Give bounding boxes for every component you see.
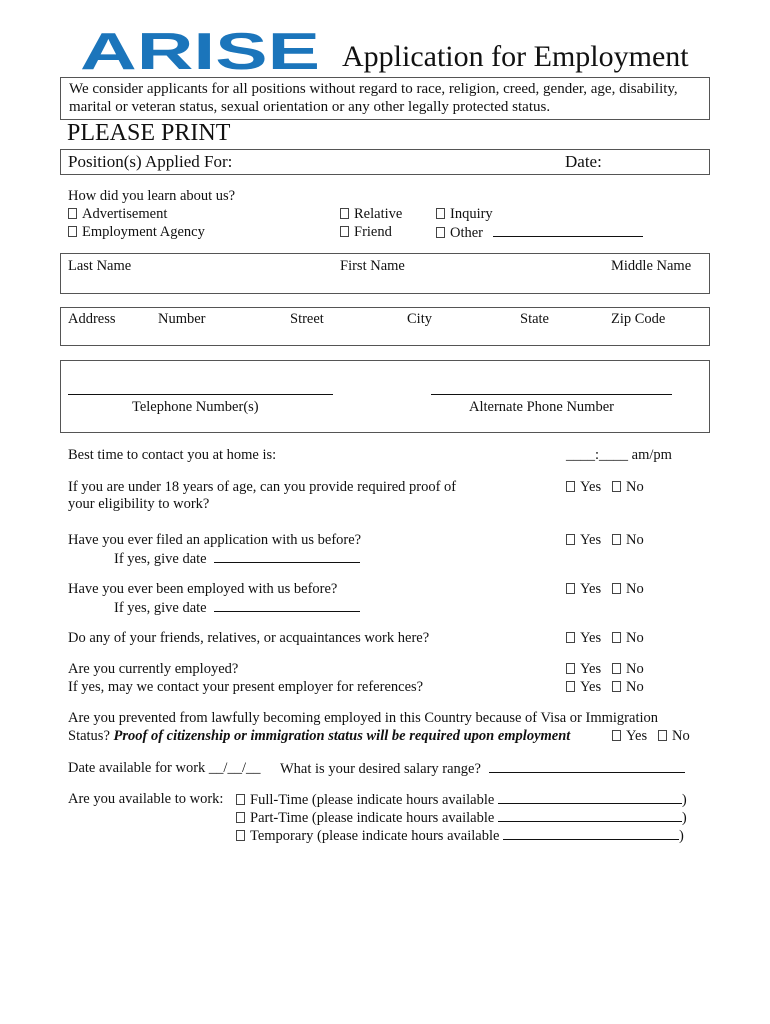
number-label: Number <box>158 311 206 327</box>
friends-question: Do any of your friends, relatives, or acquaintances work here? <box>68 630 430 646</box>
telephone-label: Telephone Number(s) <box>132 399 259 415</box>
option-relative[interactable]: Relative <box>340 206 402 223</box>
checkbox-icon[interactable] <box>436 227 445 238</box>
filed-date-row: If yes, give date <box>114 550 360 568</box>
part-time-option[interactable]: Part-Time (please indicate hours available ) <box>236 809 687 827</box>
position-label: Position(s) Applied For: <box>68 152 233 171</box>
filed-before-question: Have you ever filed an application with us before? <box>68 532 362 548</box>
checkbox-icon[interactable] <box>340 208 349 219</box>
contact-time-question: Best time to contact you at home is: <box>68 447 277 463</box>
option-employment-agency[interactable]: Employment Agency <box>68 224 205 241</box>
arise-logo <box>80 28 320 72</box>
filed-date-line[interactable] <box>214 550 360 563</box>
page-title: Application for Employment <box>342 40 689 73</box>
employed-yes[interactable]: Yes <box>566 581 601 598</box>
checkbox-icon[interactable] <box>236 794 245 805</box>
salary-line[interactable] <box>489 760 685 773</box>
under18-question: If you are under 18 years of age, can you provide required proof of <box>68 479 457 495</box>
eeo-statement: We consider applicants for all positions without regard to race, religion, creed, gender, age, disability, marital or veteran status, sexual orientation or any other legally protected status. <box>60 77 710 120</box>
checkbox-icon[interactable] <box>612 681 621 692</box>
under18-yes[interactable]: Yes <box>566 479 601 496</box>
checkbox-icon[interactable] <box>612 730 621 741</box>
checkbox-icon[interactable] <box>612 583 621 594</box>
option-inquiry[interactable]: Inquiry <box>436 206 493 223</box>
city-label: City <box>407 311 432 327</box>
employed-date-line[interactable] <box>214 599 360 612</box>
contact-employer-yes[interactable]: Yes <box>566 679 601 696</box>
employed-no[interactable]: No <box>612 581 644 598</box>
checkbox-icon[interactable] <box>612 632 621 643</box>
currently-employed-no[interactable]: No <box>612 661 644 678</box>
checkbox-icon[interactable] <box>566 481 575 492</box>
friends-no[interactable]: No <box>612 630 644 647</box>
contact-time-field[interactable]: ____:____ am/pm <box>566 447 672 463</box>
full-time-hours-line[interactable] <box>498 791 682 804</box>
checkbox-icon[interactable] <box>236 830 245 841</box>
under18-no[interactable]: No <box>612 479 644 496</box>
checkbox-icon[interactable] <box>658 730 667 741</box>
visa-no[interactable]: No <box>658 728 690 745</box>
visa-question-cont: Status? Proof of citizenship or immigration status will be required upon employment <box>68 728 571 744</box>
zip-label: Zip Code <box>611 311 666 327</box>
salary-row: What is your desired salary range? <box>280 760 685 778</box>
available-to-work-label: Are you available to work: <box>68 791 224 807</box>
filed-no[interactable]: No <box>612 532 644 549</box>
other-line[interactable] <box>493 224 643 237</box>
currently-employed-question: Are you currently employed? <box>68 661 239 677</box>
contact-employer-no[interactable]: No <box>612 679 644 696</box>
checkbox-icon[interactable] <box>566 681 575 692</box>
middle-name-label: Middle Name <box>611 258 692 274</box>
date-available-row: Date available for work __/__/__ <box>68 760 261 776</box>
name-box[interactable] <box>60 253 710 294</box>
alternate-phone-line[interactable] <box>431 394 672 395</box>
date-available-field[interactable]: __/__/__ <box>208 760 261 776</box>
source-question: How did you learn about us? <box>68 188 236 204</box>
temporary-hours-line[interactable] <box>503 827 679 840</box>
filed-yes[interactable]: Yes <box>566 532 601 549</box>
checkbox-icon[interactable] <box>68 226 77 237</box>
friends-yes[interactable]: Yes <box>566 630 601 647</box>
checkbox-icon[interactable] <box>612 481 621 492</box>
visa-question: Are you prevented from lawfully becoming employed in this Country because of Visa or Immigration <box>68 710 658 726</box>
temporary-option[interactable]: Temporary (please indicate hours available ) <box>236 827 684 845</box>
street-label: Street <box>290 311 324 327</box>
visa-proof-note: Proof of citizenship or immigration status will be required upon employment <box>113 728 571 744</box>
checkbox-icon[interactable] <box>566 583 575 594</box>
please-print-heading: PLEASE PRINT <box>67 120 231 146</box>
checkbox-icon[interactable] <box>612 534 621 545</box>
employed-date-row: If yes, give date <box>114 599 360 617</box>
currently-employed-yes[interactable]: Yes <box>566 661 601 678</box>
checkbox-icon[interactable] <box>612 663 621 674</box>
address-box[interactable] <box>60 307 710 346</box>
phone-box <box>60 360 710 433</box>
visa-yes[interactable]: Yes <box>612 728 647 745</box>
full-time-option[interactable]: Full-Time (please indicate hours available ) <box>236 791 687 809</box>
option-other[interactable]: Other <box>436 224 643 242</box>
option-friend[interactable]: Friend <box>340 224 392 241</box>
position-box[interactable] <box>60 149 710 175</box>
date-label: Date: <box>565 152 602 171</box>
option-advertisement[interactable]: Advertisement <box>68 206 167 223</box>
checkbox-icon[interactable] <box>340 226 349 237</box>
checkbox-icon[interactable] <box>566 632 575 643</box>
checkbox-icon[interactable] <box>566 663 575 674</box>
last-name-label: Last Name <box>68 258 132 274</box>
logo-text: ARISE <box>80 28 320 72</box>
checkbox-icon[interactable] <box>236 812 245 823</box>
checkbox-icon[interactable] <box>68 208 77 219</box>
under18-question-cont: your eligibility to work? <box>68 496 210 512</box>
part-time-hours-line[interactable] <box>498 809 682 822</box>
state-label: State <box>520 311 549 327</box>
address-label: Address <box>68 311 116 327</box>
checkbox-icon[interactable] <box>436 208 445 219</box>
telephone-line[interactable] <box>68 394 333 395</box>
contact-employer-question: If yes, may we contact your present employer for references? <box>68 679 424 695</box>
first-name-label: First Name <box>340 258 405 274</box>
alternate-phone-label: Alternate Phone Number <box>469 399 614 415</box>
checkbox-icon[interactable] <box>566 534 575 545</box>
employed-before-question: Have you ever been employed with us before? <box>68 581 338 597</box>
